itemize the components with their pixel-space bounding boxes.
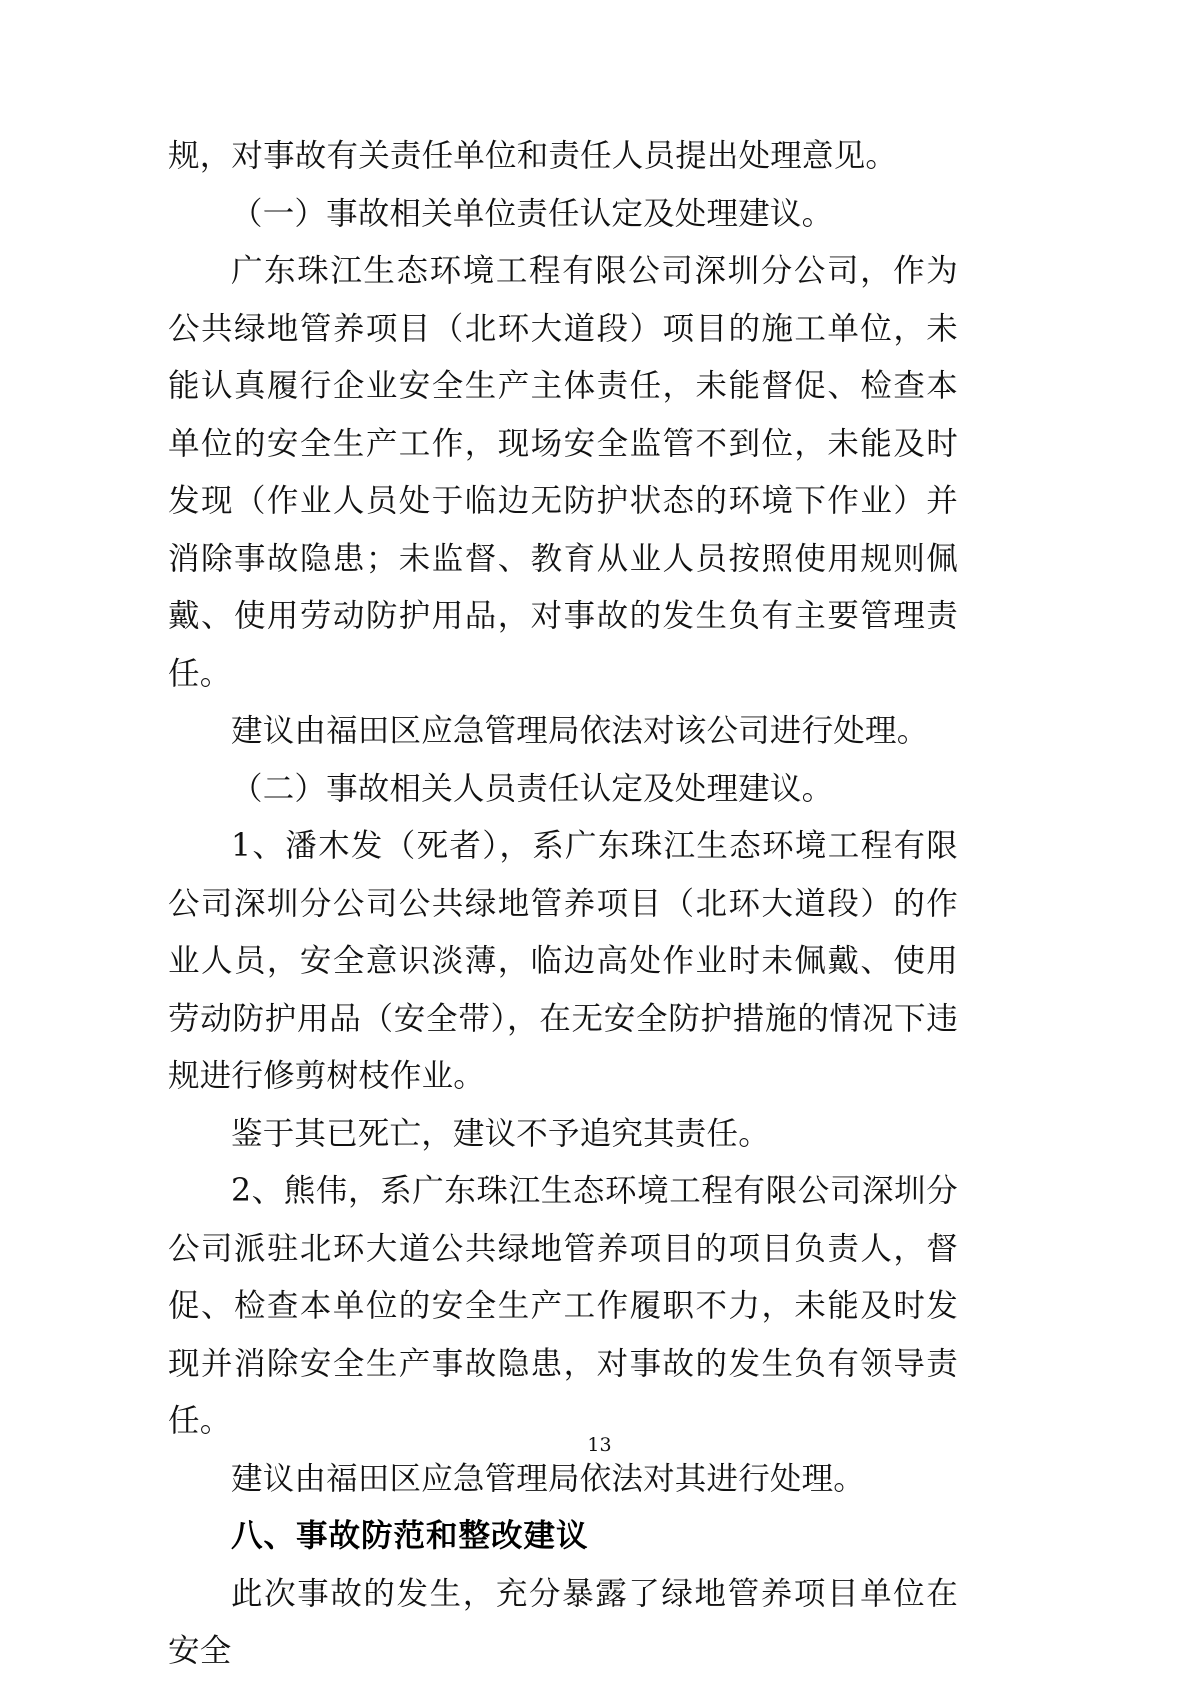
page-number: 13 <box>587 1434 612 1456</box>
paragraph: 1、潘木发（死者），系广东珠江生态环境工程有限公司深圳分公司公共绿地管养项目（北环大道段）的作业人员，安全意识淡薄，临边高处作业时未佩戴、使用劳动防护用品（安全带），在无安全防护措施的情况下违规进行修剪树枝作业。 <box>168 828 958 1094</box>
paragraph: 建议由福田区应急管理局依法对其进行处理。 <box>231 1460 866 1497</box>
paragraph: 鉴于其已死亡，建议不予追究其责任。 <box>231 1115 770 1152</box>
paragraph: 建议由福田区应急管理局依法对该公司进行处理。 <box>231 713 929 749</box>
section-heading: 八、事故防范和整改建议 <box>231 1518 589 1554</box>
paragraph: （一）事故相关单位责任认定及处理建议。 <box>231 195 834 232</box>
paragraph: 广东珠江生态环境工程有限公司深圳分公司，作为公共绿地管养项目（北环大道段）项目的施工单位，未能认真履行企业安全生产主体责任，未能督促、检查本单位的安全生产工作，现场安全监管不到位，未能及时发现（作业人员处于临边无防护状态的环境下作业）并消除事故隐患；未监督、教育从业人员按照使用规则佩戴、使用劳动防护用品，对事故的发生负有主要管理责任。 <box>168 253 958 692</box>
paragraph: （二）事故相关人员责任认定及处理建议。 <box>231 770 834 807</box>
paragraph: 此次事故的发生，充分暴露了绿地管养项目单位在安全 <box>168 1575 958 1669</box>
paragraph: 规，对事故有关责任单位和责任人员提出处理意见。 <box>168 138 898 174</box>
paragraph: 2、熊伟，系广东珠江生态环境工程有限公司深圳分公司派驻北环大道公共绿地管养项目的项目负责人，督促、检查本单位的安全生产工作履职不力，未能及时发现并消除安全生产事故隐患，对事故的发生负有领导责任。 <box>168 1173 958 1439</box>
